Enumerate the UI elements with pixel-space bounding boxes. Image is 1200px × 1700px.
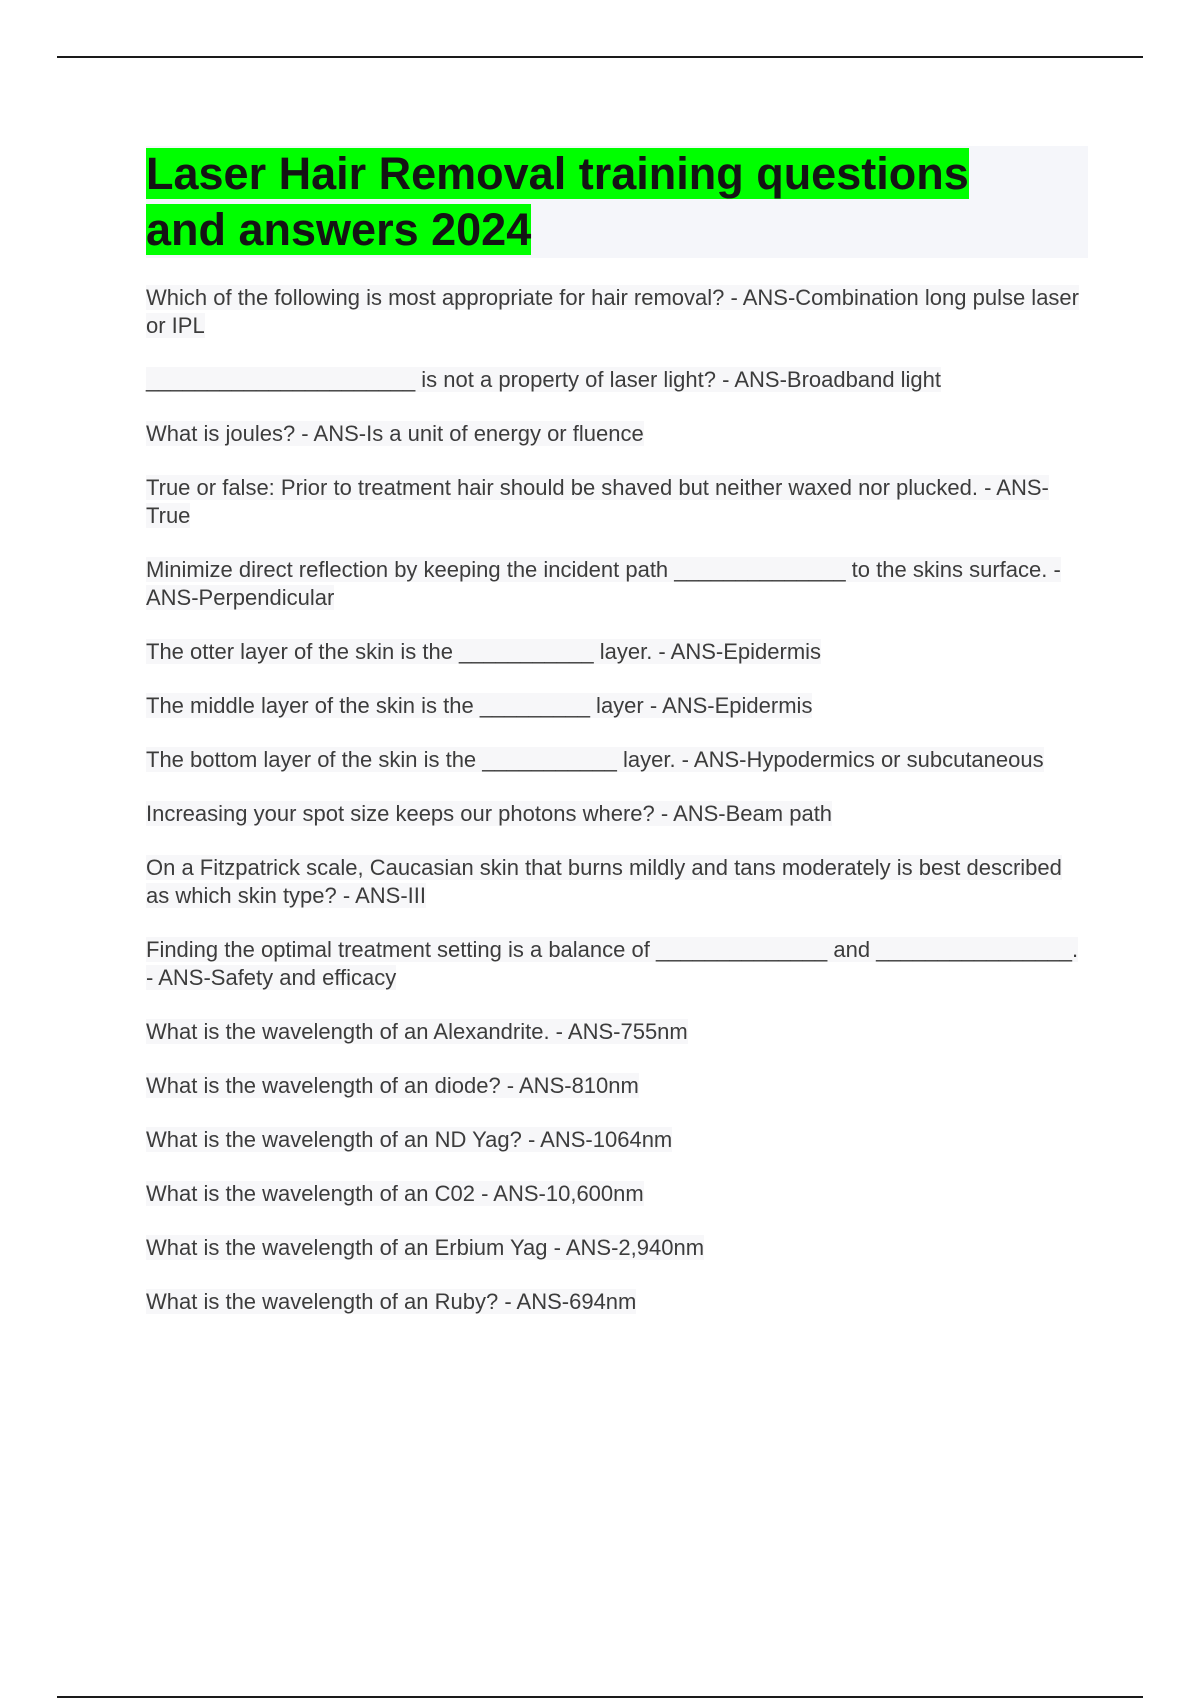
qa-item bbox=[146, 692, 1088, 720]
footer-rule bbox=[57, 1696, 1143, 1698]
qa-item bbox=[146, 1072, 1088, 1100]
header-rule bbox=[57, 56, 1143, 58]
qa-text: What is the wavelength of an Alexandrite. - ANS-755nm bbox=[146, 1019, 688, 1044]
qa-item bbox=[146, 854, 1088, 910]
qa-item bbox=[146, 420, 1088, 448]
qa-text: What is the wavelength of an C02 - ANS-10,600nm bbox=[146, 1181, 644, 1206]
qa-text: What is the wavelength of an Erbium Yag - ANS-2,940nm bbox=[146, 1235, 705, 1260]
qa-item bbox=[146, 1288, 1088, 1316]
qa-item bbox=[146, 1180, 1088, 1208]
qa-text: On a Fitzpatrick scale, Caucasian skin that burns mildly and tans moderately is best described as which skin type? - ANS-III bbox=[146, 855, 1062, 908]
qa-text: Which of the following is most appropriate for hair removal? - ANS-Combination long pulse laser or IPL bbox=[146, 285, 1079, 338]
qa-text: ______________________ is not a property of laser light? - ANS-Broadband light bbox=[146, 367, 942, 392]
qa-item bbox=[146, 1126, 1088, 1154]
document-title-text: Laser Hair Removal training questions and answers 2024 bbox=[146, 148, 969, 255]
qa-item bbox=[146, 936, 1088, 992]
qa-text: What is joules? - ANS-Is a unit of energy or fluence bbox=[146, 421, 644, 446]
qa-text: The otter layer of the skin is the ___________ layer. - ANS-Epidermis bbox=[146, 639, 822, 664]
qa-text: What is the wavelength of an Ruby? - ANS-694nm bbox=[146, 1289, 637, 1314]
qa-item bbox=[146, 366, 1088, 394]
qa-text: The bottom layer of the skin is the ___________ layer. - ANS-Hypodermics or subcutaneous bbox=[146, 747, 1044, 772]
qa-text: True or false: Prior to treatment hair should be shaved but neither waxed nor plucked. - ANS-True bbox=[146, 475, 1049, 528]
qa-text: The middle layer of the skin is the _________ layer - ANS-Epidermis bbox=[146, 693, 813, 718]
qa-item bbox=[146, 800, 1088, 828]
qa-item bbox=[146, 474, 1088, 530]
qa-item bbox=[146, 1234, 1088, 1262]
qa-text: Finding the optimal treatment setting is a balance of ______________ and ________________. - ANS-Safety and efficacy bbox=[146, 937, 1079, 990]
qa-list bbox=[146, 284, 1088, 1316]
qa-item bbox=[146, 746, 1088, 774]
document-title bbox=[146, 146, 1046, 258]
qa-text: What is the wavelength of an diode? - ANS-810nm bbox=[146, 1073, 639, 1098]
qa-text: What is the wavelength of an ND Yag? - ANS-1064nm bbox=[146, 1127, 673, 1152]
qa-text: Minimize direct reflection by keeping the incident path ______________ to the skins surface. - ANS-Perpendicular bbox=[146, 557, 1061, 610]
document-body bbox=[146, 146, 1088, 1342]
qa-item bbox=[146, 556, 1088, 612]
qa-text: Increasing your spot size keeps our photons where? - ANS-Beam path bbox=[146, 801, 833, 826]
qa-item bbox=[146, 638, 1088, 666]
qa-item bbox=[146, 284, 1088, 340]
title-block bbox=[146, 146, 1088, 258]
qa-item bbox=[146, 1018, 1088, 1046]
